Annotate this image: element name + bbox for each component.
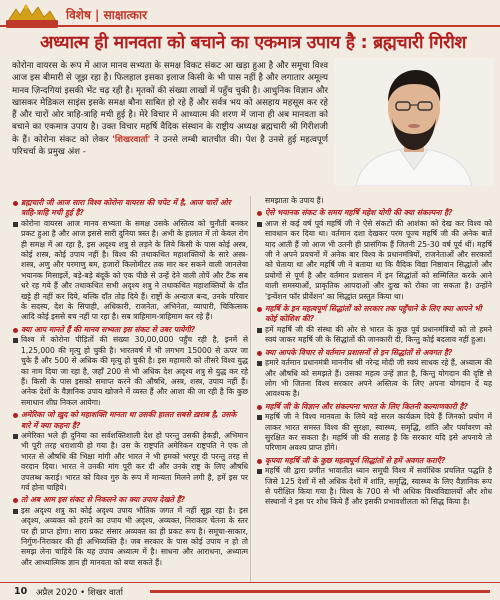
issue-info: अप्रैल 2020 • शिखर वार्ता (36, 588, 123, 598)
article-headline: अध्यात्म ही मानवता को बचाने का एकमात्र उपाय है : ब्रह्मचारी गिरीश (40, 33, 467, 53)
page-footer (0, 582, 500, 600)
answer: विश्व में कोरोना पीड़ितों की संख्या 30,00,000 पहुँच रही है, इनमें से 1,25,000 की मृत्यु हो चुकी है। भारतवर्ष में भी लगभग 15000 से ऊपर जा चुके हैं और 500 से अधिक की मृत्यु हो चुकी है। इस महामारी को तीसरे विश्व युद्ध का नाम दिया जा रहा है, जहाँ 200 से भी अधिक देश अदृश्य शत्रु से युद्ध कर रहे हैं। किसी के पास इसको समाप्त करने की औषधि, अस्त्र, शस्त्र, उपाय नहीं हैं। अनेक देशों के वैज्ञानिक उपाय खोजने में व्यस्त हैं और आशा की जा रही है कि कुछ समाधान शीघ्र निकल आयेगा। (12, 335, 248, 408)
intro-text-part-1: कोरोना वायरस के रूप में आज मानव सभ्यता के समक्ष विकट संकट आ खड़ा हुआ है और समूचा विश्व आज इस बीमारी से जूझ रहा है। फिलहाल इसका इलाज किसी के भी पास नहीं है और लगातार अमूल्य मानव ज़िन्दगियां इसकी भेंट चढ़ रही है। मृतकों की संख्या लाखों में पहुँच चुकी है। आधुनिक विज्ञान और खासकर मेडिकल साइंस इसके समक्ष बौना साबित हो रहे हैं और सर्वत्र भय को असहाय महसूस कर रहे हैं और चारों ओर त्राहि-त्राहि मची हुई है। मेरे विचार में आध्यात्म की शरण में जाना ही अब मानवता को बचाने का एकमात्र उपाय है। उक्त विचार महर्षि वैदिक संस्थान के राष्ट्रीय अध्यक्ष ब्रह्मचारी श्री गिरीशजी के हैं। कोरोना संकट को लेकर (12, 61, 328, 145)
answer: महर्षि जी ने विश्व मानवता के लिये बड़े सरल कार्यक्रम दिये हैं जिनको प्रयोग में लाकर भारत समस्त विश्व की सुरक्षा, स्वास्थ्य, समृद्धि, शांति और पर्यावरण को सुरक्षित कर सकता है। महर्षि जी की सलाह है कि सरकार यदि इसे अपनाये तो परिणाम अवश्य प्राप्त होंगे। (256, 412, 492, 454)
answer: महर्षि जी द्वारा प्रणीत भावातीत ध्यान समूची विश्व में सर्वाधिक प्रचलित पद्धति है जिसे 125 देशों में सौ अधिक देशों में शांति, समृद्धि, स्वास्थ्य के लिए वैज्ञानिक रूप से परीक्षित किया गया है। विश्व के 700 से भी अधिक विश्वविद्यालयों और शोध संस्थानों ने इस पर शोध किये हैं और इसकी प्रभावशीलता को सिद्ध किया है। (256, 466, 492, 508)
answer: कोरोना वायरस आज मानव सभ्यता के समक्ष उसके अस्तित्व को चुनौती बनकर प्रकट हुआ है और आज इससे सारी दुनिया त्रस्त है। अभी के हालात में तो केवल रोग ही समक्ष में आ रहा है, इस अदृश्य शत्रु से लड़ने के लिये किसी के पास कोई अस्त्र, कोई शस्त्र, कोई उपाय नहीं है। विश्व की तथाकथित महाशक्तियों के सारे अस्त्र-शस्त्र, अणु और परमाणु बम, हजारों किलोमीटर तक मार कर सकने वाली जानलेवा भयानक मिसाइलें, बड़े-बड़े बंदूकें को एक पीछे से उन्हें देने वाली तोपें और टैंक सब धरे रह गये हैं और तथाकथित सभी अदृश्य शत्रु ने तथाकथित महाशक्तियों के दाँत खट्टे ही नहीं कर दिये, बल्कि दाँत तोड़ दिये हैं। राष्ट्रों के अन्दाज बन्द, उनके परिवार के सदस्य, देश के सिपाही, अधिकारी, राजनेता, अभिनेता, व्यापारी, चिकित्सक आदि कोई इससे बच नहीं पा रहा है। सब त्राहिमाम-त्राहिमाम कर रहे हैं। (12, 219, 248, 323)
section-label: विशेष | साक्षात्कार (66, 8, 148, 22)
header-bar (0, 0, 500, 30)
question: क्या आपके विचार से वर्तमान प्रशासनों से इन सिद्धांतों से अवगत है? (256, 348, 492, 358)
question: तो अब आम इस संकट से निकलने का क्या उपाय देखते हैं? (12, 495, 248, 505)
question: कृपया महर्षि जी के कुछ महत्वपूर्ण सिद्धांतों से हमें अवगत कराएँ? (256, 456, 492, 466)
page-number: 10 (14, 586, 28, 597)
portrait-photo-icon (334, 58, 494, 186)
right-column (256, 196, 492, 584)
answer: हमें महर्षि जी की संस्था की ओर से भारत के कुछ पूर्व प्रधानमंत्रियों को तो हमने स्वयं जाकर महर्षि जी के सिद्धांतों की जानकारी दी, किन्तु कोई बदलाव नहीं हुआ। (256, 325, 492, 346)
intro-text-part-2: ने उनसे लम्बी बातचीत की। पेश है उनसे हुई महत्वपूर्ण परिचर्चा के प्रमुख अंश - (12, 134, 329, 158)
question: अमेरिका जो ख़ुद को महाशक्ति मानता था उसकी हालत सबसे ख़राब है, उसके बारे में क्या कहना है? (12, 410, 248, 431)
answer: हमारे वर्तमान प्रधानमंत्री माननीय श्री नरेन्द्र मोदी जी स्वयं साधक रहे हैं, अध्यात्म की और औषधि को समझते हैं। उसका महत्व उन्हें ज्ञात है, किन्तु योगदान की दृष्टि से लोग भी जितना विश्व सरकार अपने अस्तित्व के लिए अपना योगदान दें यह आवश्यक है। (256, 358, 492, 400)
footer-rule (150, 590, 490, 593)
question: क्या आप मानते हैं की मानव सभ्यता इस संकट से उबर पायेगी? (12, 325, 248, 335)
answer: इस अदृश्य शत्रु का कोई अदृश्य उपाय भौतिक जगत में नहीं सूझ रहा है। इस अदृश्य, अव्यक्त को हराने का उपाय भी अदृश्य, अव्यक्त, निराकार चेतना के स्तर पर ही प्राप्त होगा। सारा प्रकट संसार अव्यक्त का ही प्रकट रूप है। समूचा-साकार, निर्गुण-निराकार की ही अभिव्यक्ति है। जब सरकार के पास कोई उपाय न हो तो समझ लेना चाहिये कि यह उपाय अध्यात्म में है। साधना और आराधना, अध्यात्म और आध्यात्मिक ज्ञान ही मानवता को बचा सकते हैं। (12, 506, 248, 568)
header-rule (0, 25, 500, 27)
question: महर्षि के इन महत्वपूर्ण सिद्धांतों को सरकार तक पहुँचाने के लिए क्या आपने भी कोई कोशिश की? (256, 304, 492, 325)
answer: आज से कई वर्ष पूर्व महर्षि जी ने ऐसे संकटों की आशंका को देख कर विश्व को सावधान कर दिया था। वर्तमान दशा देखकर परम पूज्य महर्षि जी की अनेक बातें याद आती हैं जो आज भी उतनी ही प्रासंगिक हैं जितनी 25-30 वर्ष पूर्व थीं। महर्षि जी ने अपने प्रवचनों में अनेक बार विश्व के प्रधानमंत्रियों, राजनेताओं और सरकारों को चेताया था और महर्षि जी ने बताया था कि वैदिक विद्या निष्ठावान सिद्धांतों और प्रयोगों से पूर्ण है और वर्तमान प्रशासन में इन सिद्धांतों को सम्मिलित करके आने वाली समस्याओं, प्राकृतिक आपदाओं और दुःख को रोका जा सकता है। उन्होंने 'इन्वेंशन फॉर प्रीवेंशन' का सिद्धांत प्रस्तुत किया था। (256, 219, 492, 302)
left-column (12, 196, 248, 584)
magazine-name-highlight: 'शिखरवार्ता' (112, 134, 151, 145)
question: महर्षि जी के विज्ञान और संकल्पना भारत के लिए कितनी कल्याणकारी है? (256, 402, 492, 412)
question: ऐसे भयानक संकट के समय महर्षि महेश योगी की क्या संकल्पना है? (256, 208, 492, 218)
column-divider (250, 196, 251, 582)
interviewee-portrait (334, 58, 494, 186)
answer: अमेरिका भले ही दुनिया का सर्वशक्तिशाली देश हो परन्तु उसकी हेकड़ी, अभिमान भी पूरी तरह धराशायी हो गया है। उस के राष्ट्रपति अमेरिकन राष्ट्रपति ने एक तो भारत से औषधि की भिक्षा मांगी और भारत ने भी हमको भरपूर दी परन्तु तरह से वरदान दिया। भारत ने उनकी मांग पूरी कर दी और उनके राष्ट्र के लिए औषधि उपलब्ध कराई। भारत को विश्व गुरु के रूप में मान्यता मिलने लगी है, हमें इस पर गर्व होना चाहिये। (12, 431, 248, 493)
question: ब्रह्मचारी जी आज सारा विश्व कोरोना वायरस की चपेट में है, आज चारों ओर त्राहि-त्राहि मची हुई है? (12, 198, 248, 219)
answer-continued: समझाता के उपाय हैं। (265, 196, 324, 205)
article-intro (12, 60, 328, 158)
